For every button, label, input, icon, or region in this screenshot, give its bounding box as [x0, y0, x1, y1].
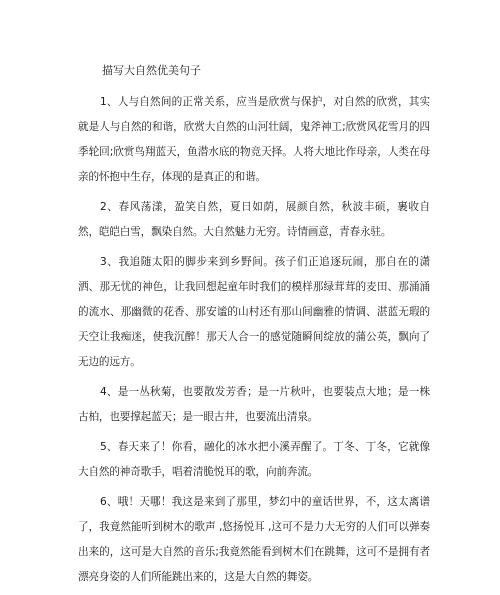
paragraph-4: 4、是一丛秋菊，也要散发芳香；是一片秋叶，也要装点大地；是一株古柏，也要撑起蓝天；是一眼古井，也要流出清泉。: [78, 386, 430, 423]
paragraph-2: 2、春风荡漾，盈笑自然，夏日如荫，展颜自然，秋波丰硕，裹收自然，皑皑白雪，飘染自然。大自然魅力无穷。诗情画意，青春永驻。: [78, 201, 430, 238]
paragraph-6: 6、哦！天哪！我这是来到了那里，梦幻中的童话世界，不，这太离谱了，我竟然能听到树木的歌声 ,悠扬悦耳 ,这可不是力大无穷的人们可以弹奏出来的，这可是大自然的音乐;我竟然能看到树木们在跳舞，这可不是拥有者漂亮身姿的人们所能跳出来的，这是大自然的舞姿。: [78, 496, 430, 583]
paragraph-5: 5、春天来了！你看，融化的冰水把小溪弄醒了。丁冬、丁冬，它就像大自然的神奇歌手，唱着清脆悦耳的歌，向前奔流。: [78, 441, 430, 478]
document-title: 描写大自然优美句子: [102, 64, 201, 77]
paragraph-3: 3、我追随太阳的脚步来到乡野间。孩子们正追逐玩闹，那自在的潇洒、那无忧的神色，让我回想起童年时我们的模样那绿茸茸的麦田、那涌涌的流水、那幽微的花香、那安谧的山村还有那山间幽雅的情调、湛蓝无瑕的天空让我痴迷，使我沉醉！那天人合一的感觉随瞬间绽放的蒲公英，飘向了无边的远方。: [78, 256, 430, 368]
paragraph-1: 1、人与自然间的正常关系，应当是欣赏与保护，对自然的欣赏，其实就是人与自然的和谐，欣赏大自然的山河壮阔，鬼斧神工;欣赏风花雪月的四季轮回;欣赏鸟翔蓝天，鱼潜水底的物竞天择。人将大地比作母亲，人类在母亲的怀抱中生存，体现的是真正的和谐。: [78, 96, 430, 183]
document-body: [78, 64, 430, 595]
